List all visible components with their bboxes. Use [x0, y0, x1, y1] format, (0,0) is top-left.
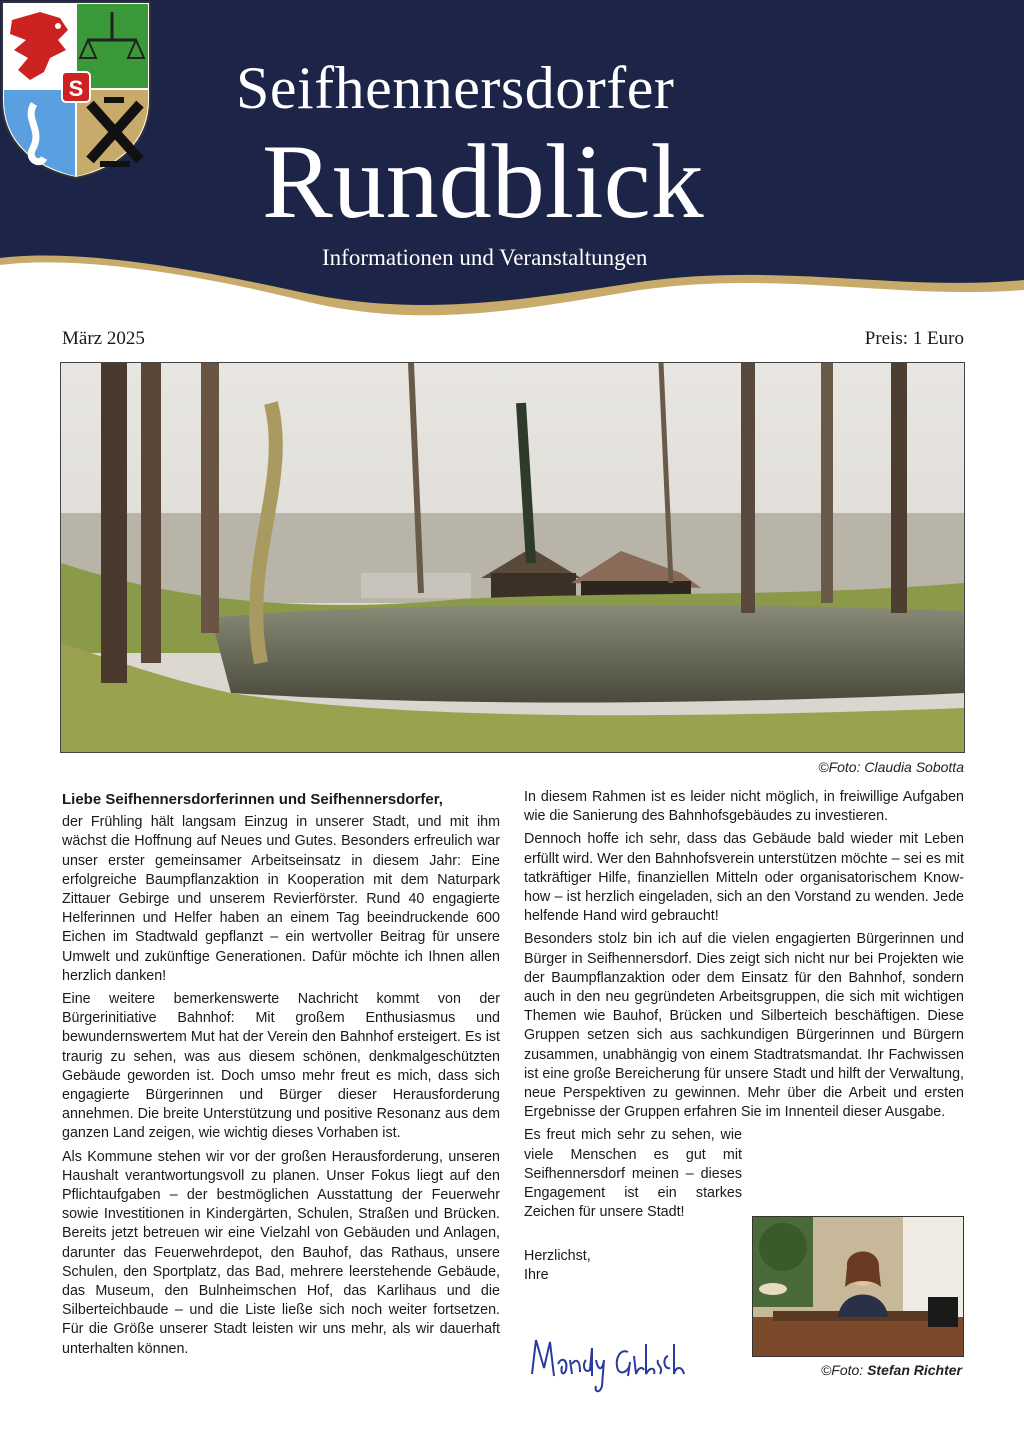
handwritten-signature — [528, 1330, 688, 1400]
cover-photo-credit: ©Foto: Claudia Sobotta — [818, 759, 964, 775]
portrait-photo-credit — [821, 1362, 962, 1378]
letter-paragraph: Dennoch hoffe ich sehr, dass das Gebäude bald wieder mit Leben erfüllt wird. Wer den Bahnhofsverein unterstützen möchte – sei es mit tatkräftiger Hilfe, finanziellen Mitteln oder organisatorischem Know-how – ist herzlich eingeladen, sich an den Vorstand zu wenden. Jede helfende Hand wird gebraucht! — [524, 831, 964, 925]
portrait-credit-name: Stefan Richter — [867, 1362, 962, 1378]
issue-price: Preis: 1 Euro — [864, 328, 964, 349]
portrait-credit-prefix: ©Foto: — [820, 1362, 868, 1378]
letter-greeting: Liebe Seifhennersdorferinnen und Seifhennersdorfer, — [62, 791, 443, 808]
letter-paragraph: der Frühling hält langsam Einzug in unserer Stadt, und mit ihm wächst die Hoffnung auf Neues und Gutes. Besonders erfreulich war unser erster gemeinsamer Arbeitseinsatz in diesem Jahr: Eine erfolgreiche Baumpflanzaktion in Kooperation mit dem Naturpark Zittauer Gebirge und unserem Revierförster. Rund 40 engagierte Helferinnen und Helfer haben an einem Tag beeindruckende 600 Eichen im Stadtwald gepflanzt – ein wertvoller Beitrag für unsere Umwelt und zukünftige Generationen. Dafür möchte ich Ihnen allen herzlich danken! — [62, 814, 500, 984]
letter-column-left — [62, 790, 500, 1363]
letter-paragraph: Als Kommune stehen wir vor der großen Herausforderung, unseren Haushalt verantwortungsvoll zu planen. Unser Fokus liegt auf den Pflichtaufgaben – der bestmöglichen Ausstattung der Feuerwehr sowie Investitionen in Kindergärten, Schulen, Straßen und Brücken. Bereits jetzt betreuen wir eine Vielzahl von Gebäuden und Anlagen, darunter das Feuerwehrdepot, den Bauhof, das Rathaus, unsere Schulen, den Sportplatz, das Bad, mehrere leerstehende Gebäude, das Museum, den Bulnheimschen Hof, das Karlihaus und die Silberteichbaude – und die Liste ließe sich noch weiter fortsetzen. Für die Größe unserer Stadt leisten wir uns mehr, als wir dauerhaft unterhalten können. — [62, 1148, 500, 1357]
closing-ihre: Ihre — [524, 1267, 549, 1284]
letter-paragraph: Besonders stolz bin ich auf die vielen engagierten Bürgerinnen und Bürger in Seifhennersdorf. Dies zeigt sich nicht nur bei Projekten wie der Baumpflanzaktion oder dem Einsatz für den Bahnhof, sondern auch in den neu gegründeten Arbeitsgruppen, die sich mit wichtigen Themen wie Bauhof, Brücken und Silberteich beschäftigen. Diese Gruppen setzen sich aus sachkundigen Bürgerinnen und Bürgern zusammen, unabhängig von einem Stadtratsmandat. Ihr Fachwissen ist eine große Bereicherung für unsere Stadt und hilft der Verwaltung, neue Perspektiven zu gewinnen. Mehr über die Arbeit und ersten Ergebnisse der Gruppen erfahren Sie im Innenteil dieser Ausgabe. — [524, 931, 964, 1121]
mayor-portrait-image — [753, 1217, 963, 1356]
letter-closing — [524, 1247, 724, 1285]
masthead-subtitle: Informationen und Veranstaltungen — [322, 245, 648, 270]
letter-column-right — [524, 788, 964, 1226]
masthead-title-top: Seifhennersdorfer — [236, 55, 675, 121]
pond-landscape-image — [61, 363, 964, 752]
svg-text:S: S — [68, 76, 84, 101]
issue-date: März 2025 — [62, 328, 145, 349]
masthead-title-main: Rundblick — [262, 123, 704, 240]
letter-paragraph: Es freut mich sehr zu sehen, wie viele Menschen es gut mit Seifhennersdorf meinen – dieses Engagement ist ein starkes Zeichen für unsere Stadt! — [524, 1127, 742, 1221]
portrait-photo-mayor — [752, 1216, 964, 1357]
closing-salutation: Herzlichst, — [524, 1248, 591, 1264]
letter-paragraph: In diesem Rahmen ist es leider nicht möglich, in freiwillige Aufgaben wie die Sanierung des Bahnhofsgebäudes zu investieren. — [524, 789, 964, 825]
coat-of-arms-logo — [0, 0, 152, 180]
letter-paragraph: Eine weitere bemerkenswerte Nachricht kommt von der Bürgerinitiative Bahnhof: Mit großem Enthusiasmus und bewundernswertem Mut hat der Verein den Bahnhof ersteigert. Es ist traurig zu sehen, was aus diesem schönen, denkmalgeschützten Gebäude geworden ist. Doch umso mehr freut es mich, dass sich engagierte Bürgerinnen und Bürger dieser Herausforderung annehmen. Die breite Unterstützung und positive Resonanz aus dem ganzen Land zeigen, wie wichtig dieses Vorhaben ist. — [62, 991, 500, 1142]
masthead — [0, 0, 1024, 340]
cover-photo-pond — [60, 362, 965, 753]
